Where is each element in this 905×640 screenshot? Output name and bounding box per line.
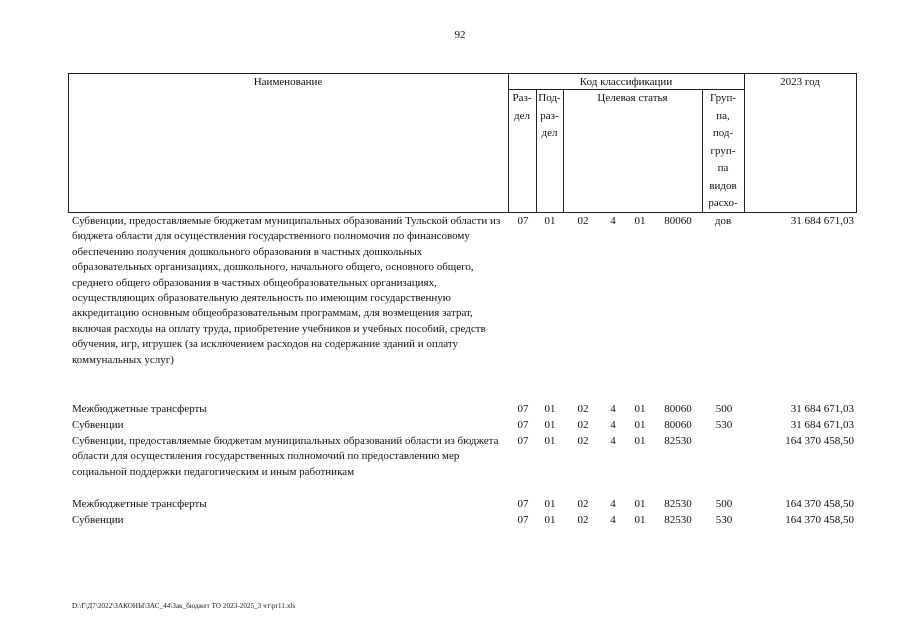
row-amount: 164 370 458,50	[785, 498, 854, 510]
header-razdel	[508, 90, 536, 125]
row-group: 500	[715, 403, 733, 415]
row-target-program: 02	[577, 403, 589, 415]
row-target-direction: 80060	[664, 419, 692, 431]
row-podrazdel: 01	[544, 514, 556, 526]
row-target-direction: 80060	[664, 403, 692, 415]
header-razdel-line: дел	[514, 109, 530, 122]
header-group-line: видов	[709, 179, 737, 192]
row-group: 530	[715, 419, 733, 431]
row-target-subprogram: 01	[634, 215, 646, 227]
row-name: Субвенции, предоставляемые бюджетам муниципальных образований Тульской области из бюджета области для осуществления государственного полномочия по финансовому обеспечению получения дошкольного образования в частных дошкольных образовательных организациях, дошкольного, начального общего, основного общего, среднего общего образования в частных общеобразовательных организациях, осуществляющих образовательную деятельность по имеющим государственную аккредитацию основным общеобразовательным программам, для возмещения затрат, включая расходы на оплату труда, приобретение учебников и учебных пособий, средств обучения, игр, игрушек (за исключением расходов на содержание зданий и оплату коммунальных услуг)	[72, 215, 501, 366]
row-group: 530	[715, 514, 733, 526]
row-razdel: 07	[517, 498, 529, 510]
row-target-direction: 82530	[664, 435, 692, 447]
footer-file-path: D:\Г\Д7\2022\ЗАКОНЫ\ЗАС_44\Зак_бюджет ТО 2023-2025_3 чт\pr11.xls	[72, 602, 296, 610]
row-name: Субвенции	[72, 419, 124, 431]
row-target-type: 4	[610, 435, 616, 447]
row-name: Субвенции	[72, 514, 124, 526]
row-target-subprogram: 01	[634, 419, 646, 431]
row-podrazdel: 01	[544, 435, 556, 447]
header-razdel-line: Раз-	[512, 92, 532, 104]
row-podrazdel: 01	[544, 419, 556, 431]
row-target-type: 4	[610, 514, 616, 526]
row-podrazdel: 01	[544, 403, 556, 415]
header-target: Целевая статья	[597, 92, 668, 104]
row-name: Межбюджетные трансферты	[72, 498, 207, 510]
row-amount: 31 684 671,03	[790, 419, 854, 431]
row-podrazdel: 01	[544, 215, 556, 227]
header-podrazdel-line: дел	[541, 127, 558, 139]
row-razdel: 07	[517, 435, 529, 447]
header-group-line: па,	[716, 109, 730, 122]
row-razdel: 07	[517, 215, 529, 227]
row-target-program: 02	[577, 514, 589, 526]
row-target-type: 4	[610, 403, 616, 415]
header-podrazdel	[536, 90, 563, 143]
row-target-type: 4	[610, 419, 616, 431]
row-amount: 164 370 458,50	[785, 514, 854, 526]
row-target-program: 02	[577, 435, 589, 447]
row-target-program: 02	[577, 419, 589, 431]
row-amount: 31 684 671,03	[790, 403, 854, 415]
row-razdel: 07	[517, 403, 529, 415]
header-code-group: Код классификации	[579, 76, 673, 88]
row-name: Субвенции, предоставляемые бюджетам муниципальных образований области из бюджета области для осуществления государственных полномочий по предоставлению мер социальной поддержки педагогическим и иным работникам	[72, 435, 499, 478]
header-group-line: под-	[712, 127, 734, 139]
row-razdel: 07	[517, 514, 529, 526]
row-target-direction: 80060	[664, 215, 692, 227]
header-group	[702, 90, 744, 230]
header-group-line: дов	[714, 214, 732, 227]
row-target-subprogram: 01	[634, 403, 646, 415]
header-group-line: расхо-	[708, 197, 738, 209]
row-amount: 31 684 671,03	[790, 215, 854, 227]
row-target-direction: 82530	[664, 514, 692, 526]
header-podrazdel-line: Под-	[538, 92, 561, 104]
row-group: 500	[715, 498, 733, 510]
row-target-subprogram: 01	[634, 498, 646, 510]
page-number: 92	[454, 29, 466, 41]
row-target-program: 02	[577, 498, 589, 510]
row-podrazdel: 01	[544, 498, 556, 510]
row-target-direction: 82530	[664, 498, 692, 510]
header-group-line: груп-	[710, 144, 736, 157]
header-group-line: Груп-	[709, 92, 737, 104]
row-target-subprogram: 01	[634, 435, 646, 447]
header-group-line: па	[717, 162, 729, 174]
row-name: Межбюджетные трансферты	[72, 403, 207, 415]
row-target-program: 02	[577, 215, 589, 227]
row-razdel: 07	[517, 419, 529, 431]
header-podrazdel-line: раз-	[540, 109, 559, 122]
header-name: Наименование	[253, 76, 323, 88]
row-amount: 164 370 458,50	[785, 435, 854, 447]
row-target-type: 4	[610, 498, 616, 510]
row-target-type: 4	[610, 215, 616, 227]
header-year: 2023 год	[780, 76, 820, 88]
row-target-subprogram: 01	[634, 514, 646, 526]
